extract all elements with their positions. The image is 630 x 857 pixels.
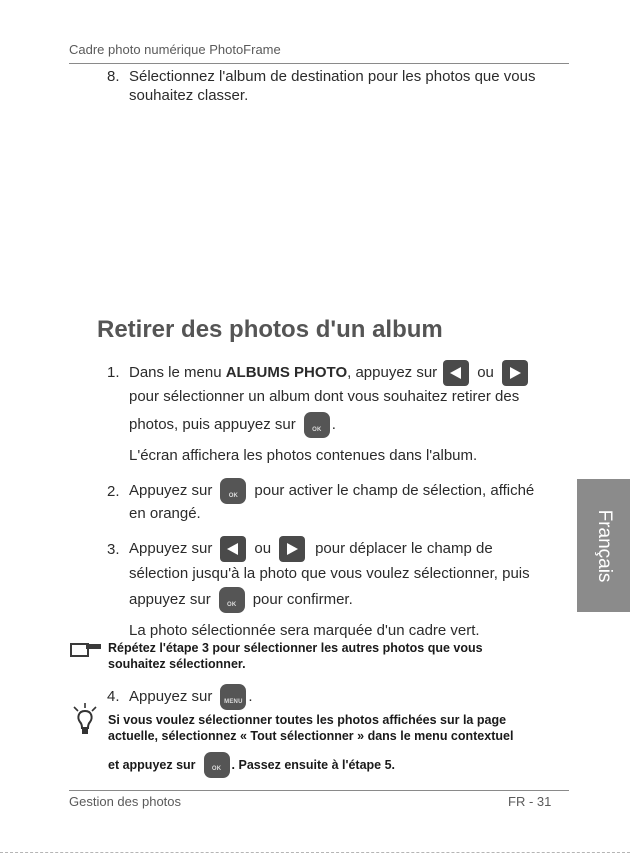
step1-number: 1. [107,364,120,381]
step2-text-b: pour activer le champ de sélection, affiché [254,482,535,499]
step3-text-confirm: pour confirmer. [252,591,353,608]
step1-text-dot: . [331,416,336,433]
step4-line1 [129,682,253,712]
ok-label: OK [211,766,222,772]
ok-label: OK [227,602,237,608]
step2-number: 2. [107,483,120,500]
step1-text-photos: photos, puis appuyez sur [129,416,296,433]
ok-button-icon [220,478,246,504]
step1-line4: L'écran affichera les photos contenues dans l'album. [129,447,478,464]
language-side-tab [577,479,630,612]
footer-section: Gestion des photos [69,794,182,809]
tip-text-a: et appuyez sur [108,758,196,772]
ok-label: OK [312,427,322,433]
step8-number: 8. [107,68,120,85]
right-arrow-button-icon [502,360,528,386]
step1-text-c: , appuyez sur [347,364,438,381]
step4-text-a: Appuyez sur [129,688,213,705]
step2-text-a: Appuyez sur [129,482,213,499]
step3-text-c: pour déplacer le champ de [315,540,493,557]
footer-rule [69,790,569,791]
step2-line1 [129,476,534,506]
language-side-tab-label: Français [593,509,615,582]
tip-text-b: . Passez ensuite à l'étape 5. [231,758,396,772]
menu-label: MENU [224,699,243,705]
note1-line1: Répétez l'étape 3 pour sélectionner les autres photos que vous [108,641,483,655]
step3-text-appuyez: appuyez sur [129,591,211,608]
step3-line1 [129,534,493,564]
note1-line2: souhaitez sélectionner. [108,657,246,671]
page-header-title: Cadre photo numérique PhotoFrame [69,42,281,57]
header-rule [69,63,569,64]
section-title: Retirer des photos d'un album [97,316,443,343]
step1-line2: pour sélectionner un album dont vous souhaitez retirer des [129,388,520,405]
ok-button-icon [304,412,330,438]
step1-line3 [129,410,336,440]
step1-line1 [129,357,530,389]
step1-text-ou: ou [477,364,494,381]
tip-line2: actuelle, sélectionnez « Tout sélectionner » dans le menu contextuel [108,729,514,743]
ok-button-icon [219,587,245,613]
note-icon [70,642,102,658]
step8-line2: souhaitez classer. [129,87,249,104]
tip-line1: Si vous voulez sélectionner toutes les photos affichées sur la page [108,713,507,727]
left-arrow-button-icon [443,360,469,386]
step8-line1: Sélectionnez l'album de destination pour les photos que vous [129,68,536,85]
menu-button-icon [220,684,246,710]
step3-line4: La photo sélectionnée sera marquée d'un cadre vert. [129,622,480,639]
step3-text-a: Appuyez sur [129,540,213,557]
step2-line2: en orangé. [129,505,201,522]
footer-page-number: FR - 31 [508,794,552,809]
ok-button-icon [204,752,230,778]
step3-line3 [129,585,353,615]
step1-text-albums: ALBUMS PHOTO [225,364,348,381]
tip-line3 [108,750,395,780]
step1-text-a: Dans le menu [129,364,226,381]
step4-number: 4. [107,688,120,705]
right-arrow-button-icon [279,536,305,562]
bottom-dashed-line [0,852,630,853]
left-arrow-button-icon [220,536,246,562]
lightbulb-tip-icon [70,702,100,736]
step3-text-ou: ou [254,540,272,557]
ok-label: OK [228,493,239,499]
step4-text-dot: . [248,688,253,705]
step3-line2: sélection jusqu'à la photo que vous voulez sélectionner, puis [129,565,530,582]
step3-number: 3. [107,541,120,558]
